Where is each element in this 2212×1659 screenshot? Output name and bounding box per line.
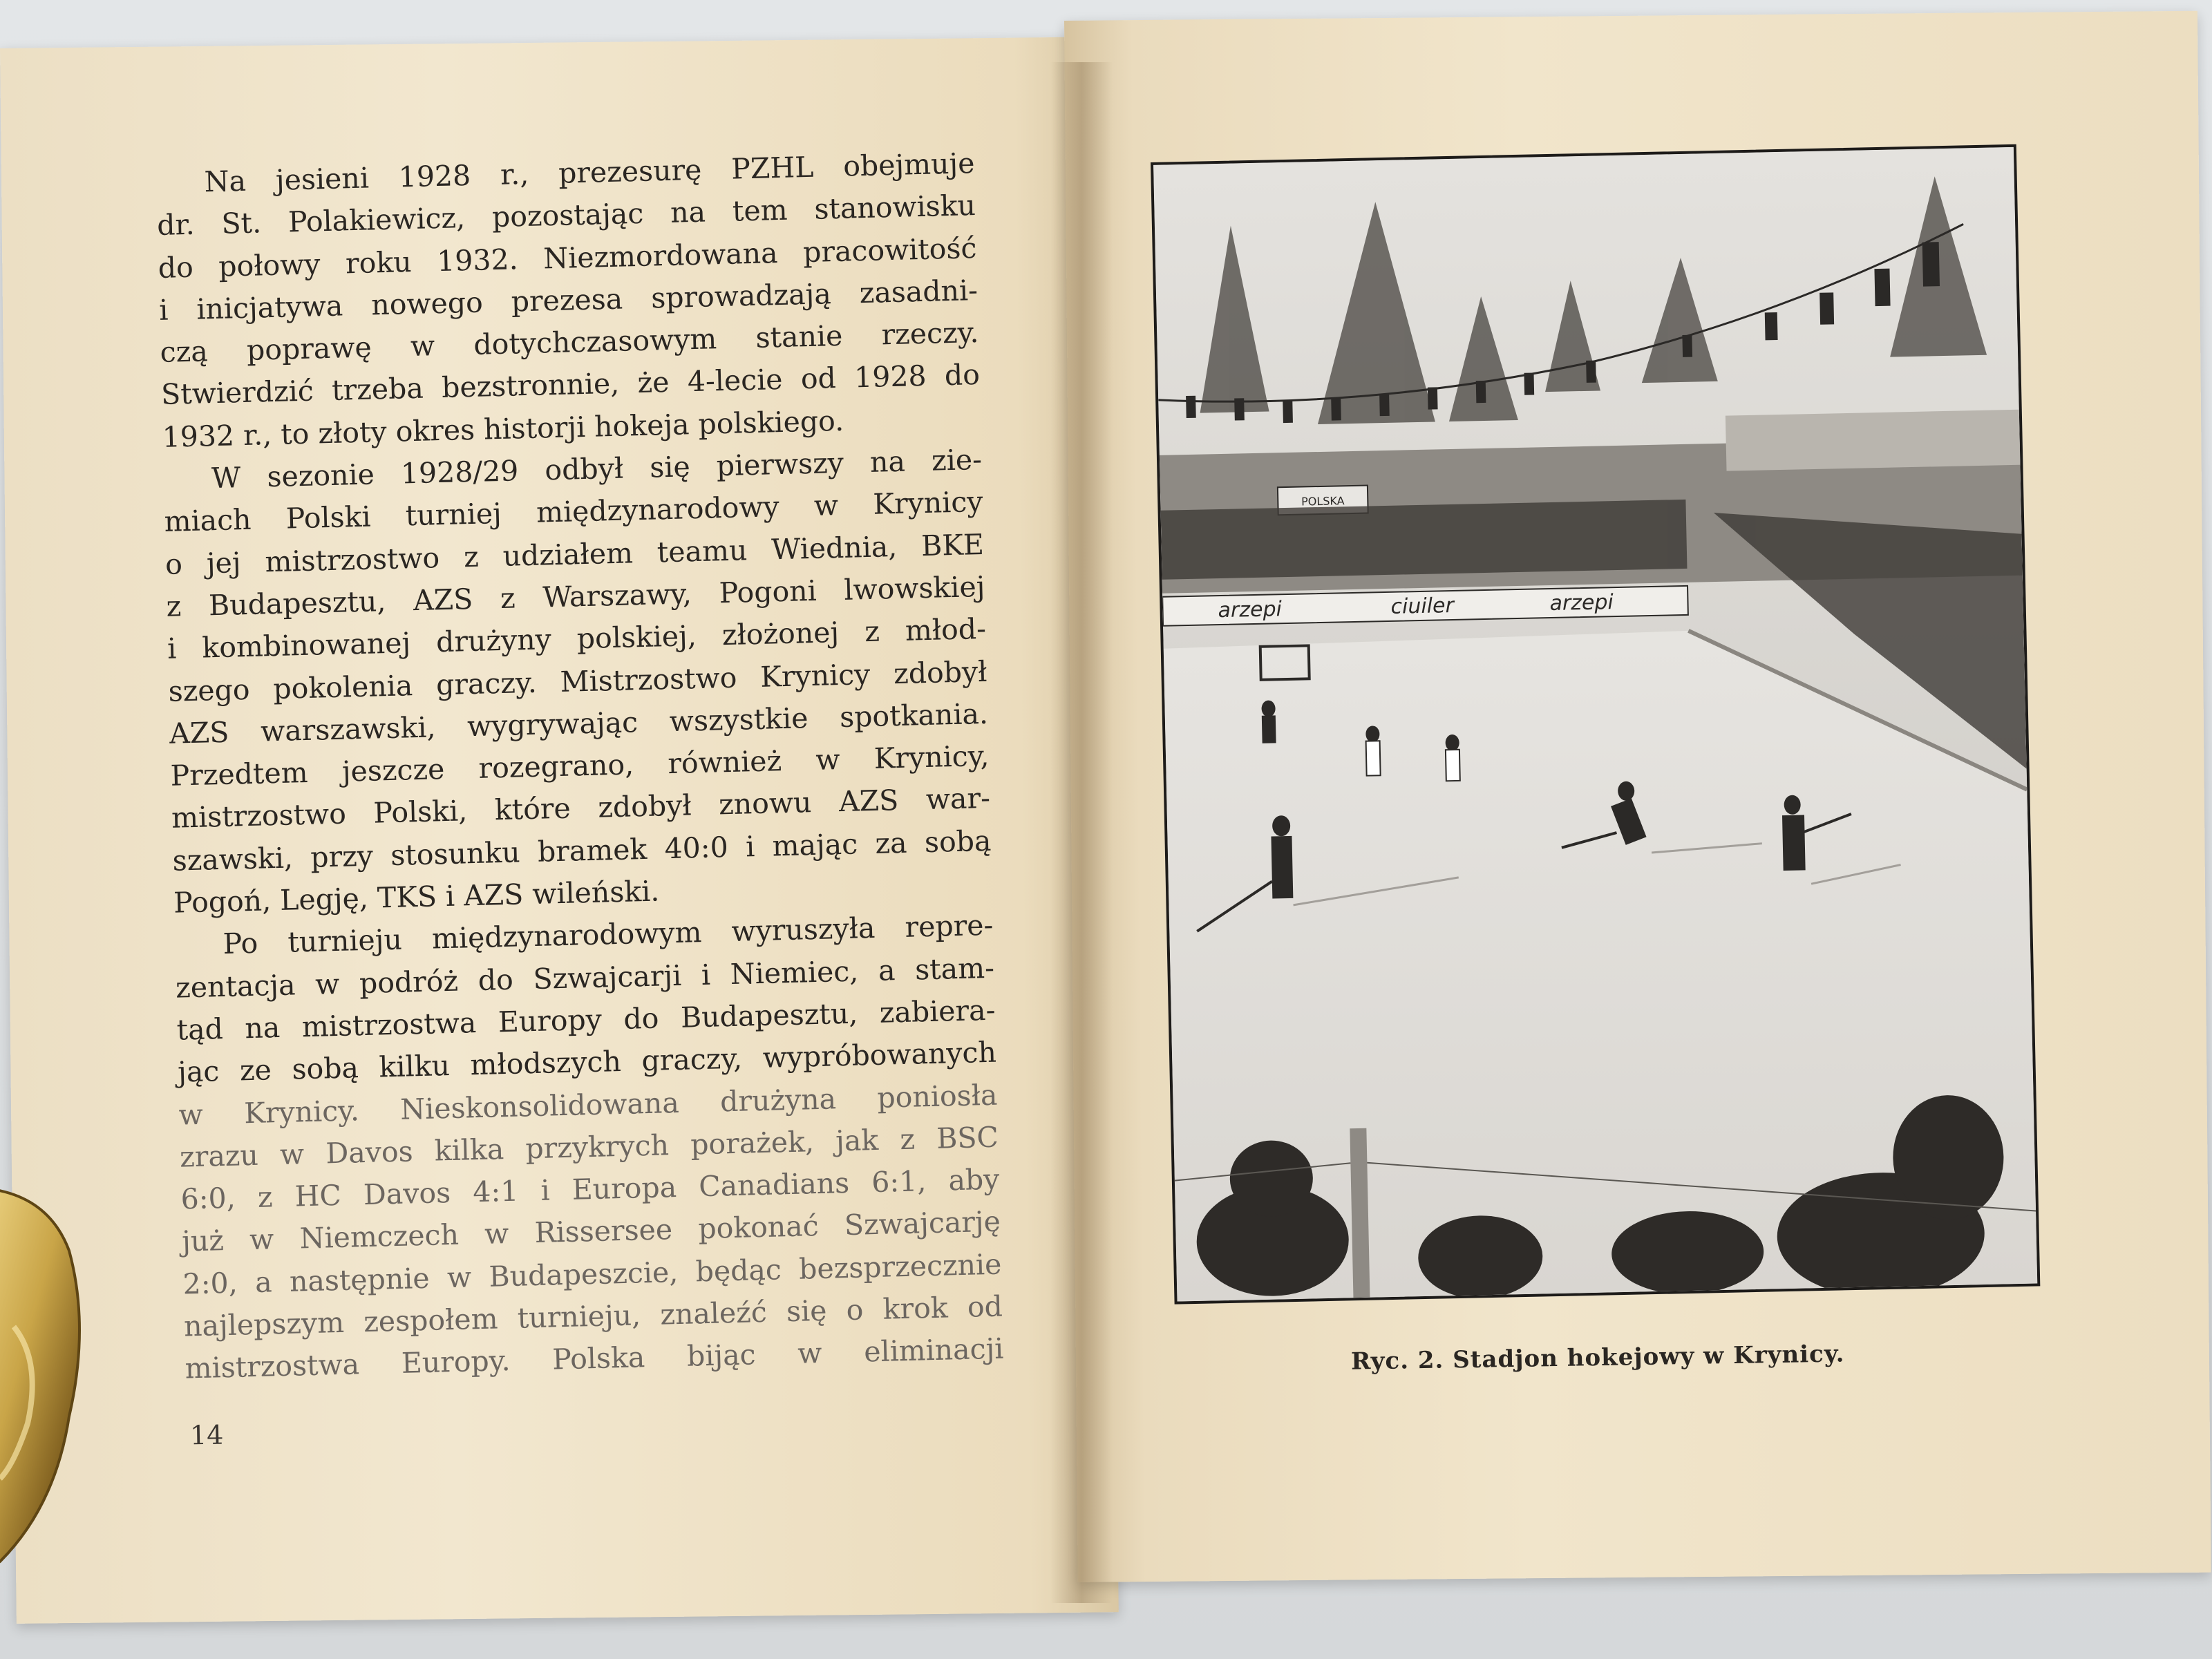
text-line: 1932 r., to złoty okres historji hokeja polskiego. <box>162 404 844 454</box>
text-line: Po turnieju międzynarodowym wyruszyła repre- <box>223 909 994 961</box>
text-line: Na jesieni 1928 r., prezesurę PZHL obejmuje <box>204 146 975 199</box>
text-line: zentacja w podróż do Szwajcarji i Niemiec, a stam- <box>175 951 995 1005</box>
open-book <box>0 21 2197 1610</box>
hockey-stadium-photo <box>1151 144 2040 1305</box>
text-line: mistrzostwa Europy. Polska bijąc w eliminacji <box>185 1331 1004 1385</box>
text-line: szego pokolenia graczy. Mistrzostwo Krynicy zdobył <box>168 654 987 708</box>
text-line: i kombinowanej drużyny polskiej, złożonej z młod- <box>167 612 987 666</box>
book-gutter <box>1050 62 1113 1603</box>
text-line: zrazu w Davos kilka przykrych porażek, jak z BSC <box>179 1120 999 1174</box>
text-line: dr. St. Polakiewicz, pozostając na tem stanowisku <box>156 189 976 243</box>
brass-clip-icon <box>0 1188 90 1575</box>
text-line: AZS warszawski, wygrywając wszystkie spotkania. <box>169 696 989 750</box>
text-line: w Krynicy. Nieskonsolidowana drużyna poniosła <box>178 1078 998 1132</box>
text-line: do połowy roku 1932. Niezmordowana pracowitość <box>158 231 977 285</box>
text-line: Pogoń, Legję, TKS i AZS wileński. <box>173 874 660 920</box>
text-line: jąc ze sobą kilku młodszych graczy, wypróbowanych <box>177 1035 997 1089</box>
text-line: z Budapesztu, AZS z Warszawy, Pogoni lwowskiej <box>166 569 985 623</box>
text-line: 6:0, z HC Davos 4:1 i Europa Canadians 6:1, aby <box>180 1162 1000 1216</box>
body-text <box>155 142 1004 1390</box>
text-line: tąd na mistrzostwa Europy do Budapesztu, zabiera- <box>176 993 996 1047</box>
paragraph-3 <box>174 904 1004 1390</box>
text-line: najlepszym zespołem turnieju, znaleźć się o krok od <box>183 1289 1003 1343</box>
paragraph-2 <box>162 439 992 925</box>
text-line: Przedtem jeszcze rozegrano, również w Krynicy, <box>170 739 990 793</box>
text-line: już w Niemczech w Rissersee pokonać Szwajcarję <box>181 1205 1001 1258</box>
text-line: 2:0, a następnie w Budapeszcie, będąc bezsprzecznie <box>182 1247 1002 1301</box>
banner-text: ciuiler <box>1390 593 1455 619</box>
text-line: mistrzostwo Polski, które zdobył znowu AZS war- <box>171 781 991 835</box>
text-line: i inicjatywa nowego prezesa sprowadzają zasadni- <box>158 273 979 327</box>
paragraph-1 <box>155 142 981 459</box>
photo-caption: Ryc. 2. Stadjon hokejowy w Krynicy. <box>1350 1340 1845 1376</box>
text-line: szawski, przy stosunku bramek 40:0 i mając za sobą <box>172 824 992 878</box>
text-line: miach Polski turniej międzynarodowy w Krynicy <box>164 485 983 539</box>
text-line: czą poprawę w dotychczasowym stanie rzeczy. <box>160 316 979 370</box>
stadium-sign: POLSKA <box>1301 494 1345 509</box>
page-number: 14 <box>189 1419 224 1451</box>
banner-text: arzepi <box>1549 590 1614 616</box>
text-line: W sezonie 1928/29 odbył się pierwszy na zie- <box>211 442 983 495</box>
banner-text: arzepi <box>1218 597 1283 623</box>
text-line: o jej mistrzostwo z udziałem teamu Wiednia, BKE <box>164 527 985 581</box>
text-line: Stwierdzić trzeba bezstronnie, że 4-lecie od 1928 do <box>160 358 981 412</box>
